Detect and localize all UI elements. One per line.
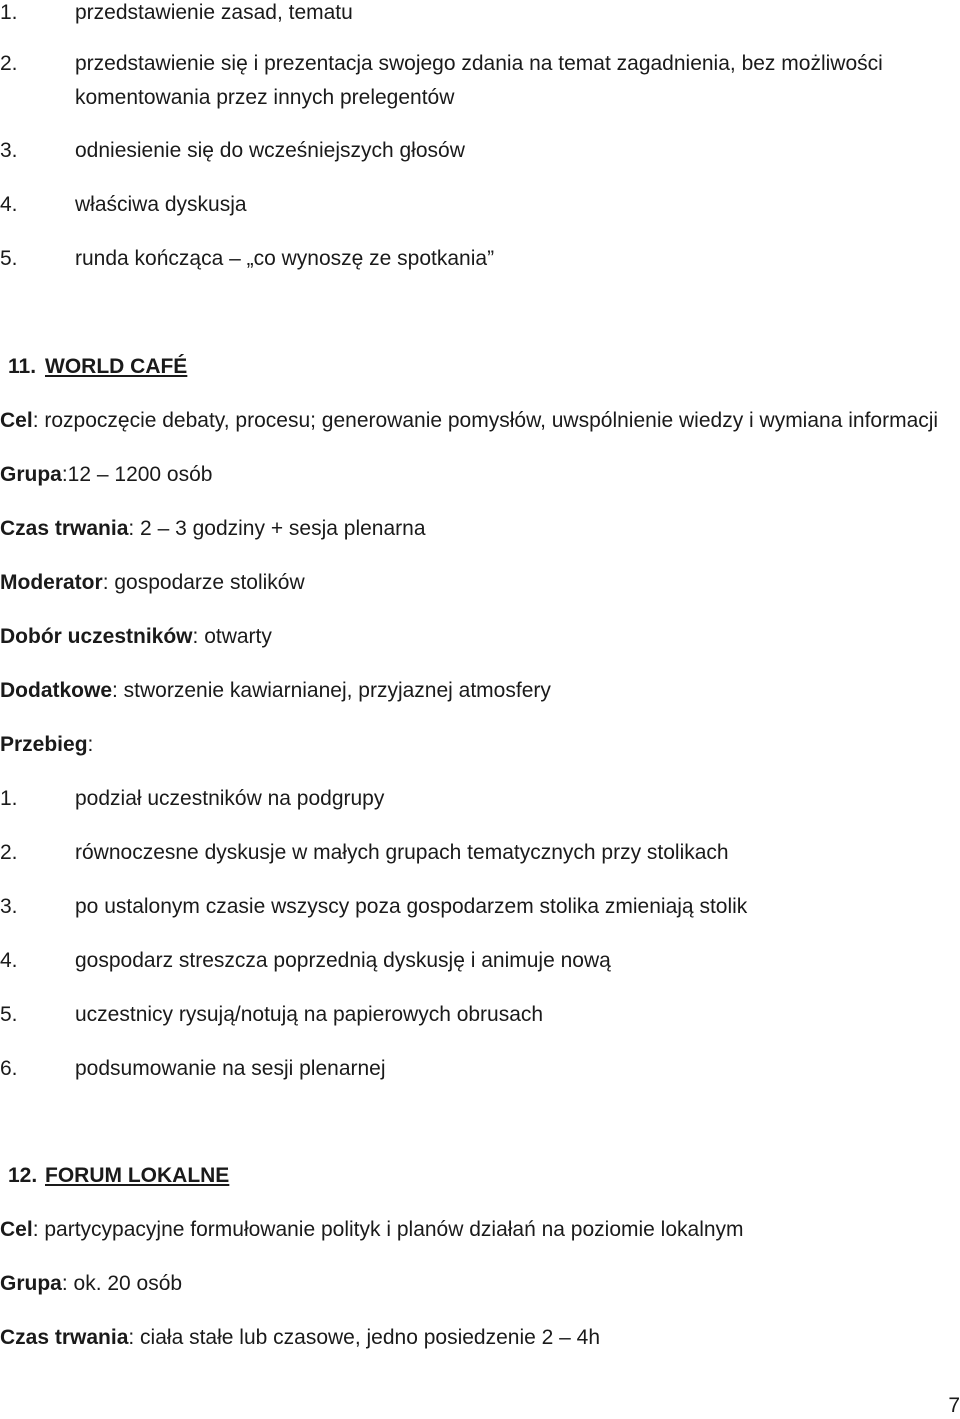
field-label: Czas trwania <box>0 1326 129 1349</box>
list-item-number: 6. <box>0 1057 18 1080</box>
field-value: : ciała stałe lub czasowe, jedno posiedzenie 2 – 4h <box>128 1326 601 1349</box>
list-item-text: przedstawienie zasad, tematu <box>75 1 353 24</box>
list-item-continuation <box>75 85 454 111</box>
list-item-text: uczestnicy rysują/notują na papierowych obrusach <box>75 1003 544 1026</box>
section-heading-world-cafe <box>8 354 187 380</box>
field-value: : rozpoczęcie debaty, procesu; generowanie pomysłów, uwspólnienie wiedzy i wymiana informacji <box>32 409 939 432</box>
list-item-text: odniesienie się do wcześniejszych głosów <box>75 139 465 162</box>
list-item-number: 2. <box>0 841 18 864</box>
list-item <box>0 948 611 974</box>
field-value: : <box>87 733 94 756</box>
list-item <box>0 894 747 920</box>
field-value: : partycypacyjne formułowanie polityk i planów działań na poziomie lokalnym <box>32 1218 744 1241</box>
field-label: Cel <box>0 409 33 432</box>
field-row <box>0 1271 182 1297</box>
list-item-text: przedstawienie się i prezentacja swojego zdania na temat zagadnienia, bez możliwości <box>75 52 883 75</box>
field-label: Dodatkowe <box>0 679 113 702</box>
field-row <box>0 1325 600 1351</box>
field-row <box>0 516 426 542</box>
list-item <box>0 51 883 77</box>
field-value: : otwarty <box>192 625 272 648</box>
field-label: Czas trwania <box>0 517 129 540</box>
list-item-number: 2. <box>0 52 18 75</box>
page-number: 7 <box>948 1394 960 1417</box>
list-item <box>0 840 729 866</box>
field-value: : 2 – 3 godziny + sesja plenarna <box>128 517 426 540</box>
list-item-number: 4. <box>0 949 18 972</box>
list-item <box>0 138 465 164</box>
list-item-text: właściwa dyskusja <box>75 193 247 216</box>
list-item <box>0 0 353 26</box>
list-item-text: równoczesne dyskusje w małych grupach tematycznych przy stolikach <box>75 841 729 864</box>
field-label: Dobór uczestników <box>0 625 193 648</box>
field-label: Grupa <box>0 463 62 486</box>
field-value: : gospodarze stolików <box>102 571 305 594</box>
field-row <box>0 570 305 596</box>
list-item-text: podsumowanie na sesji plenarnej <box>75 1057 386 1080</box>
list-item-number: 3. <box>0 895 18 918</box>
field-label: Cel <box>0 1218 33 1241</box>
field-row <box>0 462 212 488</box>
list-item-number: 4. <box>0 193 18 216</box>
field-label: Przebieg <box>0 733 88 756</box>
list-item <box>0 786 384 812</box>
field-row <box>0 732 93 758</box>
section-heading-forum-lokalne <box>8 1163 229 1189</box>
field-label: Grupa <box>0 1272 62 1295</box>
field-value: : stworzenie kawiarnianej, przyjaznej atmosfery <box>112 679 551 702</box>
field-label: Moderator <box>0 571 103 594</box>
field-value: : ok. 20 osób <box>61 1272 183 1295</box>
field-row <box>0 408 938 434</box>
field-row <box>0 678 551 704</box>
section-title: WORLD CAFÉ <box>45 355 188 378</box>
section-number: 12. <box>8 1164 38 1187</box>
list-item-number: 3. <box>0 139 18 162</box>
field-row <box>0 1217 744 1243</box>
list-item-text: gospodarz streszcza poprzednią dyskusję i animuje nową <box>75 949 611 972</box>
field-value: :12 – 1200 osób <box>61 463 213 486</box>
list-item-number: 1. <box>0 787 18 810</box>
field-row <box>0 624 272 650</box>
section-number: 11. <box>8 355 37 378</box>
list-item <box>0 1002 543 1028</box>
list-item <box>0 192 247 218</box>
list-item-number: 1. <box>0 1 18 24</box>
list-item-number: 5. <box>0 247 18 270</box>
section-title: FORUM LOKALNE <box>45 1164 230 1187</box>
list-item-text: po ustalonym czasie wszyscy poza gospodarzem stolika zmieniają stolik <box>75 895 748 918</box>
list-item-text: podział uczestników na podgrupy <box>75 787 385 810</box>
list-item-text: runda kończąca – „co wynoszę ze spotkania” <box>75 247 495 270</box>
list-item <box>0 246 494 272</box>
list-item-number: 5. <box>0 1003 18 1026</box>
list-item-text: komentowania przez innych prelegentów <box>75 86 455 109</box>
list-item <box>0 1056 386 1082</box>
